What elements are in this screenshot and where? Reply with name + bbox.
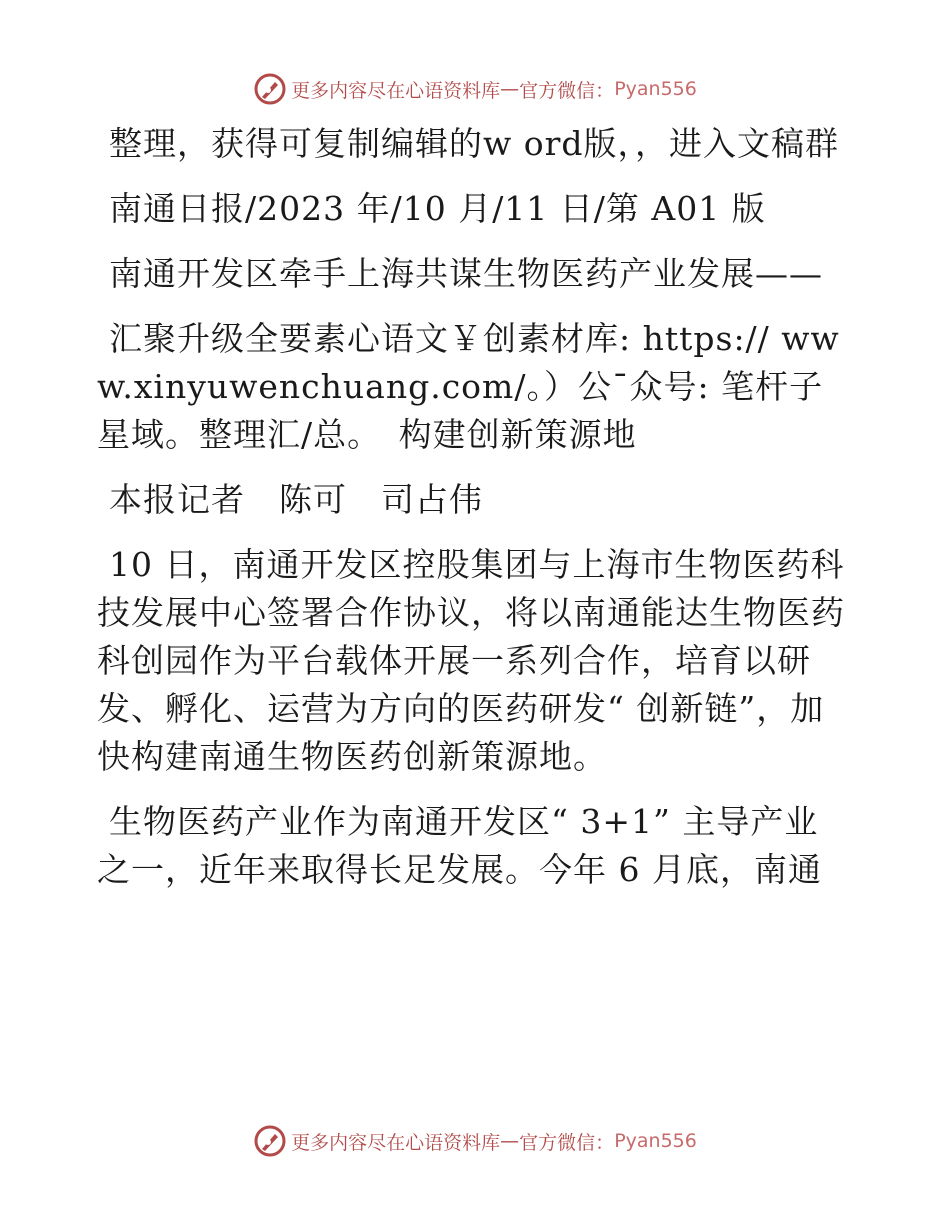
watermark-text: 更多内容尽在心语资料库 <box>291 79 501 102</box>
watermark-text: 更多内容尽在心语资料库 <box>291 1131 501 1154</box>
watermark-id: Pyan556 <box>614 78 697 100</box>
paragraph-intro: 整理，获得可复制编辑的w ord版，，进入文稿群 <box>109 124 840 163</box>
pen-logo-icon <box>253 1124 287 1158</box>
watermark-official: 官方微信： <box>519 1131 615 1154</box>
pen-logo-icon <box>253 72 287 106</box>
watermark-separator: — <box>500 78 520 100</box>
paragraph-byline: 本报记者 陈可 司占伟 <box>109 480 483 519</box>
watermark-id: Pyan556 <box>614 1130 697 1152</box>
header-watermark <box>0 72 950 106</box>
footer-watermark <box>0 1124 950 1158</box>
watermark-separator: — <box>500 1130 520 1152</box>
paragraph-headline: 南通开发区牵手上海共谋生物医药产业发展—— <box>109 254 823 293</box>
document-body <box>97 120 849 911</box>
paragraph-source: 南通日报/2023 年/10 月/11 日/第 A01 版 <box>109 189 766 228</box>
watermark-official: 官方微信： <box>519 79 615 102</box>
paragraph-body-1: 10 日，南通开发区控股集团与上海市生物医药科技发展中心签署合作协议，将以南通能达生物医药科创园作为平台载体开展一系列合作，培育以研发、孵化、运营为方向的医药研发“ 创新链”，加快构建南通生物医药创新策源地。 <box>97 545 845 776</box>
paragraph-body-2: 生物医药产业作为南通开发区“ 3+1” 主导产业之一，近年来取得长足发展。今年 6 月底，南通 <box>97 802 822 889</box>
paragraph-subheadline: 汇聚升级全要素心语文￥创素材库: https:// www.xinyuwenchuang.com/。）公¯众号: 笔杆子星域。整理汇/总。 构建创新策源地 <box>97 319 840 454</box>
